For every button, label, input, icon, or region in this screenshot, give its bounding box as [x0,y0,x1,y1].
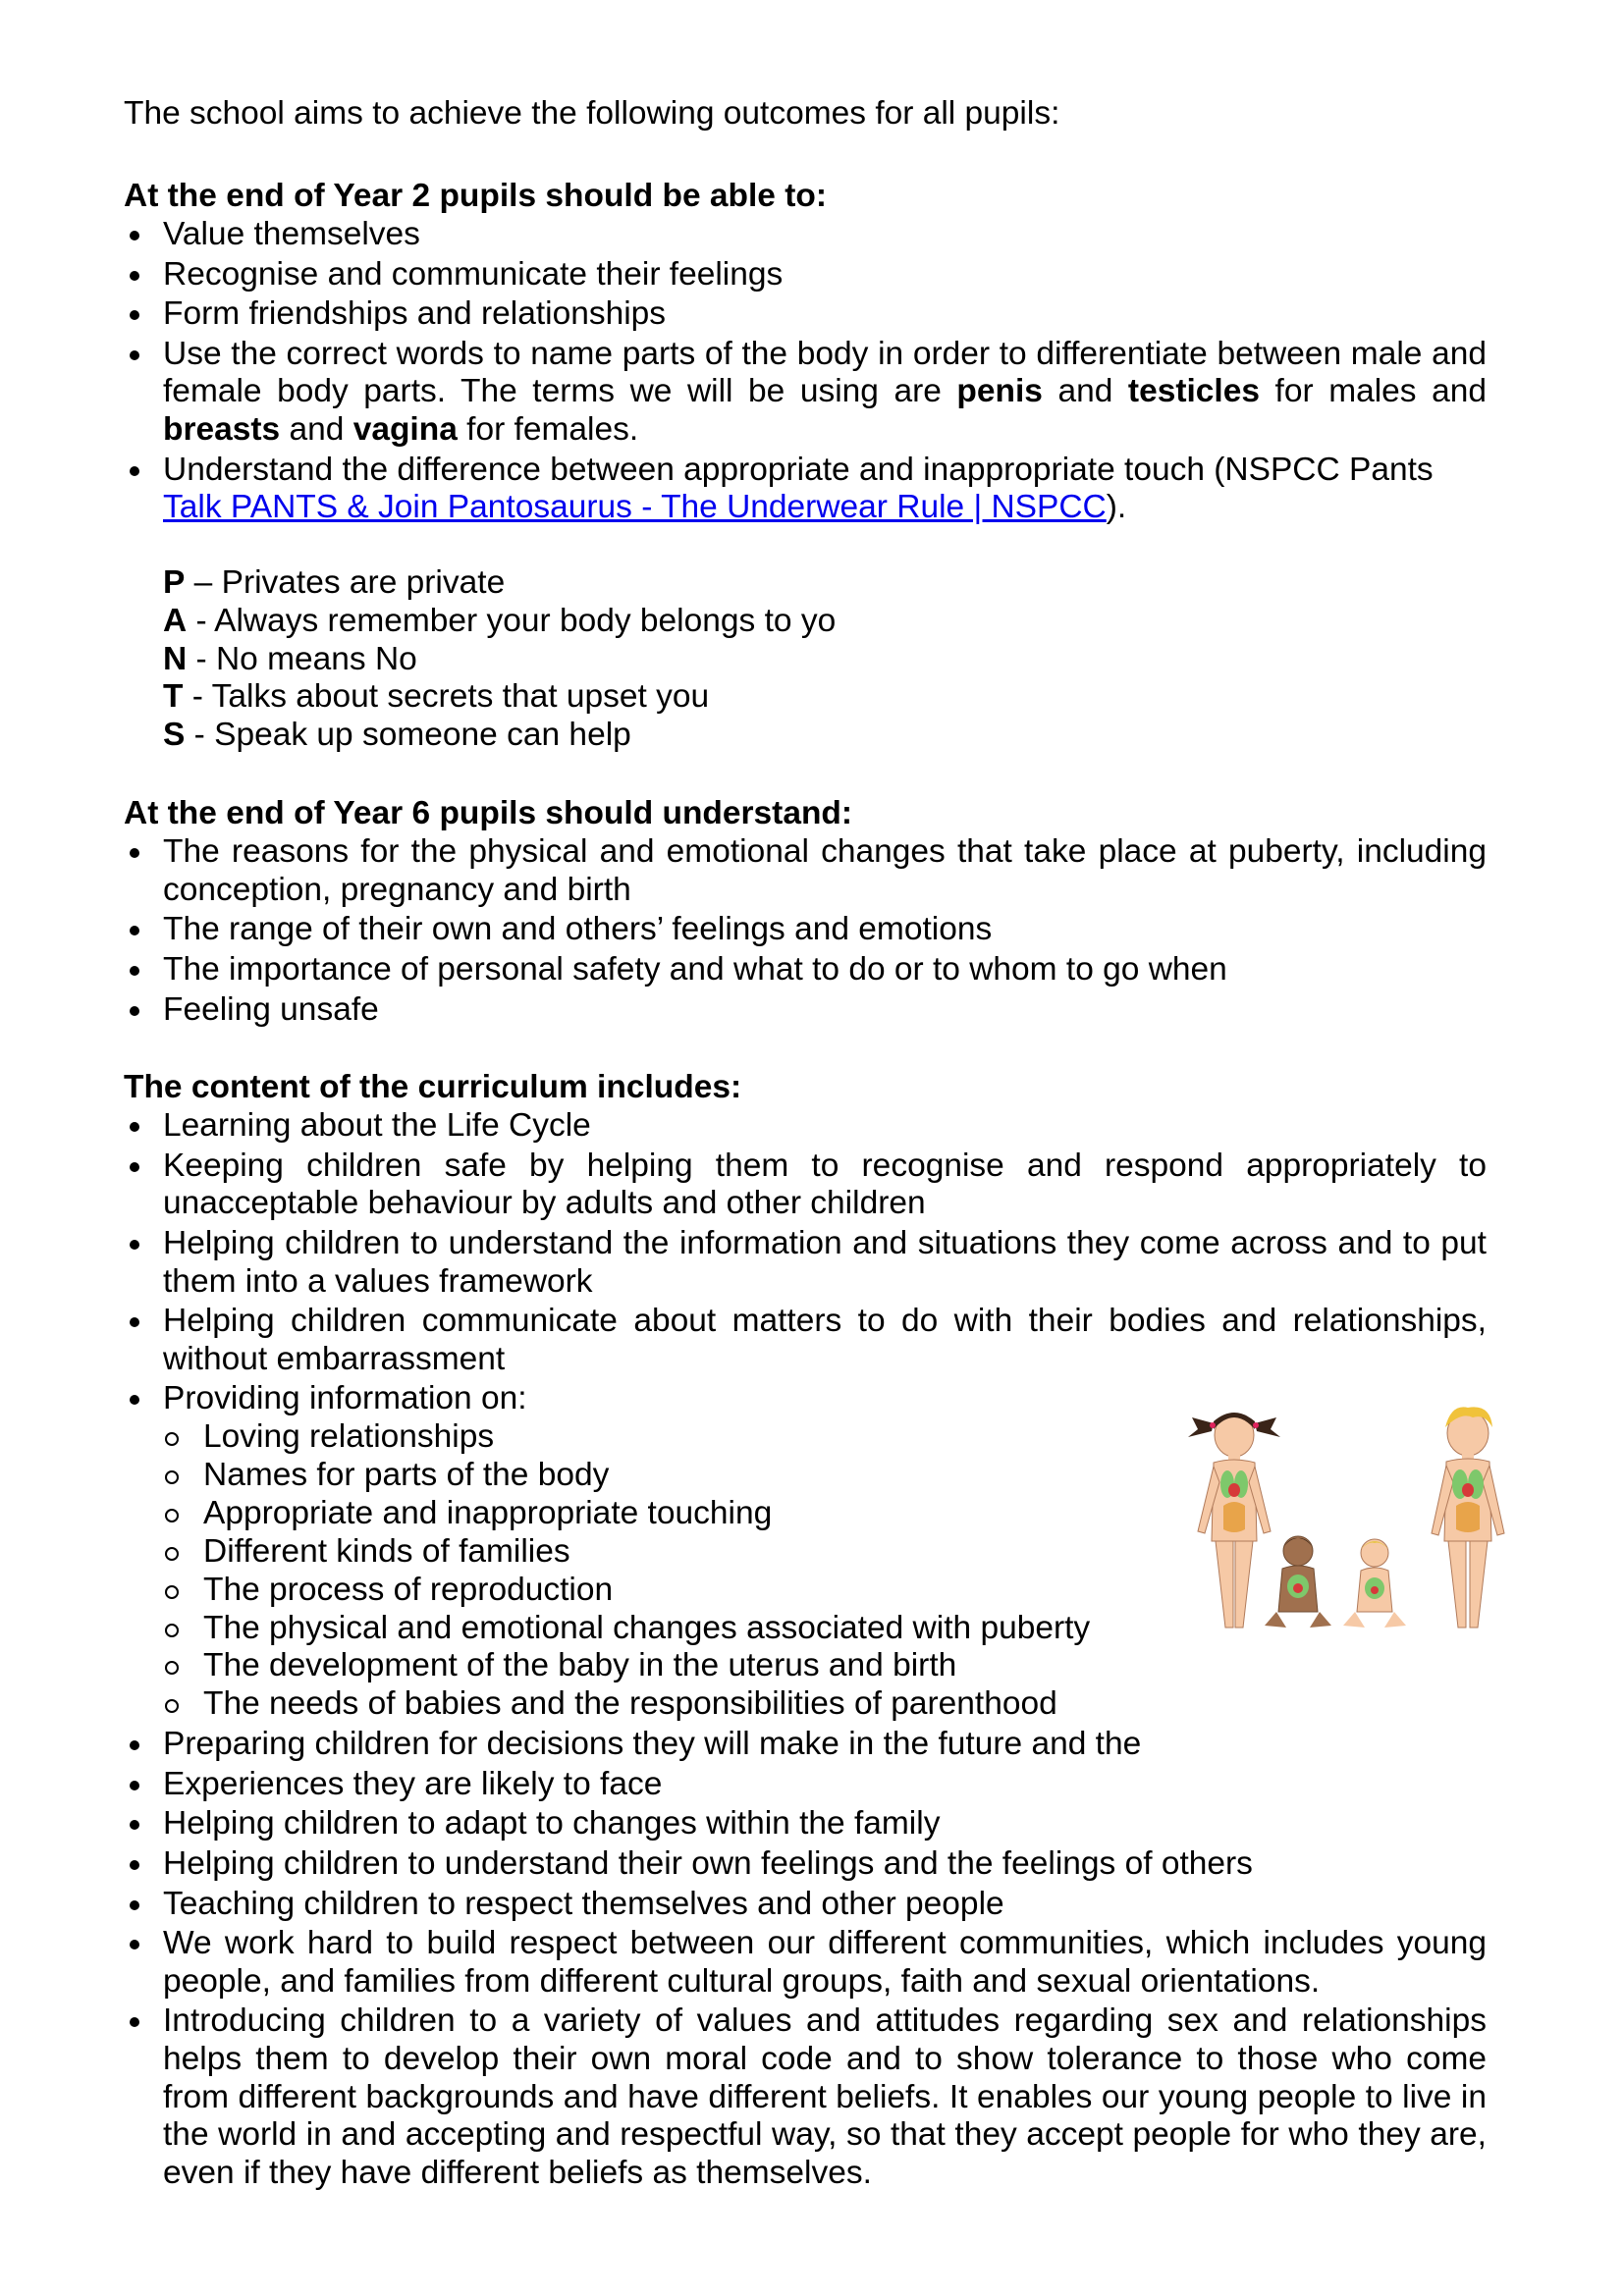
list-item: The reasons for the physical and emotional changes that take place at puberty, including conception, pregnancy and birth [124,833,1487,909]
list-item: Preparing children for decisions they will make in the future and the [124,1726,1487,1764]
pants-text: - No means No [187,640,417,677]
year6-list [124,833,1487,1029]
body-parts-text: and [280,410,353,448]
pants-line [163,564,1487,603]
list-item: The importance of personal safety and what to do or to whom to go when [124,951,1487,989]
sub-list-item: Names for parts of the body [163,1457,1487,1495]
term-breasts: breasts [163,410,281,448]
sub-list-item: The needs of babies and the responsibilities of parenthood [163,1685,1487,1724]
body-parts-text: and [1042,373,1128,410]
curriculum-heading: The content of the curriculum includes: [124,1069,742,1106]
list-item: Keeping children safe by helping them to recognise and respond appropriately to unacceptable behaviour by adults and other children [124,1148,1487,1223]
list-item: The range of their own and others’ feelings and emotions [124,911,1487,949]
sub-list-item: Loving relationships [163,1418,1487,1457]
list-item-body-parts [124,336,1487,450]
baby-figure [1343,1539,1406,1628]
pants-letter: T [163,678,184,716]
sub-list-item: The physical and emotional changes associated with puberty [163,1610,1487,1648]
pants-text: - Speak up someone can help [185,717,631,754]
list-item: Teaching children to respect themselves and other people [124,1886,1487,1924]
document-page [124,94,1487,2194]
year2-heading: At the end of Year 2 pupils should be able to: [124,178,827,214]
list-item: Helping children to adapt to changes within the family [124,1805,1487,1843]
nspcc-pants-link[interactable]: Talk PANTS & Join Pantosaurus - The Underwear Rule | NSPCC [163,489,1107,526]
pants-acronym [163,564,1487,756]
sub-list-item: The development of the baby in the uterus and birth [163,1647,1487,1685]
list-item: Introducing children to a variety of values and attitudes regarding sex and relationships helps them to develop their own moral code and to show tolerance to those who come from different backgrounds and have different beliefs. It enables our young people to live in the world in and accepting and respectful way, so that they accept people for who they are, even if they have different beliefs as themselves. [124,2002,1487,2192]
term-vagina: vagina [352,410,458,448]
children-anatomy-illustration [1178,1404,1522,1639]
list-item: Helping children to understand their own feelings and the feelings of others [124,1845,1487,1884]
sub-list-item: Different kinds of families [163,1533,1487,1572]
body-parts-text: for females. [457,410,639,448]
touch-text: Understand the difference between appropriate and inappropriate touch (NSPCC Pants [163,451,1434,488]
boy-figure [1432,1407,1504,1628]
list-item: Experiences they are likely to face [124,1766,1487,1804]
intro-text: The school aims to achieve the following outcomes for all pupils: [124,95,1060,132]
pants-letter: N [163,640,188,677]
girl-figure [1188,1413,1280,1628]
list-item: We work hard to build respect between our different communities, which includes young people, and families from different cultural groups, faith and sexual orientations. [124,1925,1487,2001]
touch-suffix: ). [1106,489,1127,526]
pants-text: – Privates are private [185,563,506,601]
term-testicles: testicles [1127,373,1261,410]
pants-letter: S [163,717,186,754]
body-parts-text: Use the correct words to name parts of the body in order to differentiate between male and female body parts. The terms we will be using are [163,335,1487,410]
pants-text: - Talks about secrets that upset you [183,678,710,716]
list-item: Helping children communicate about matters to do with their bodies and relationships, without embarrassment [124,1303,1487,1378]
year2-list [124,216,1487,755]
list-item: Feeling unsafe [124,991,1487,1030]
list-item: Learning about the Life Cycle [124,1107,1487,1146]
pants-line [163,678,1487,717]
pants-line [163,603,1487,641]
list-item: Helping children to understand the information and situations they come across and to put them into a values framework [124,1225,1487,1301]
pants-letter: P [163,563,186,601]
toddler-figure [1265,1536,1331,1628]
list-item-touch [124,452,1487,756]
list-item: Value themselves [124,216,1487,254]
term-penis: penis [956,373,1043,410]
curriculum-list [124,1107,1487,2192]
providing-label: Providing information on: [163,1380,527,1417]
pants-text: - Always remember your body belongs to yo [187,602,837,639]
pants-line [163,717,1487,755]
body-parts-text: for males and [1260,373,1488,410]
sub-list-item: The process of reproduction [163,1572,1487,1610]
list-item: Recognise and communicate their feelings [124,256,1487,294]
pants-letter: A [163,602,188,639]
year6-section [124,794,1487,1029]
sub-list-item: Appropriate and inappropriate touching [163,1495,1487,1533]
list-item: Form friendships and relationships [124,295,1487,334]
year6-heading: At the end of Year 6 pupils should understand: [124,795,853,832]
pants-line [163,641,1487,679]
